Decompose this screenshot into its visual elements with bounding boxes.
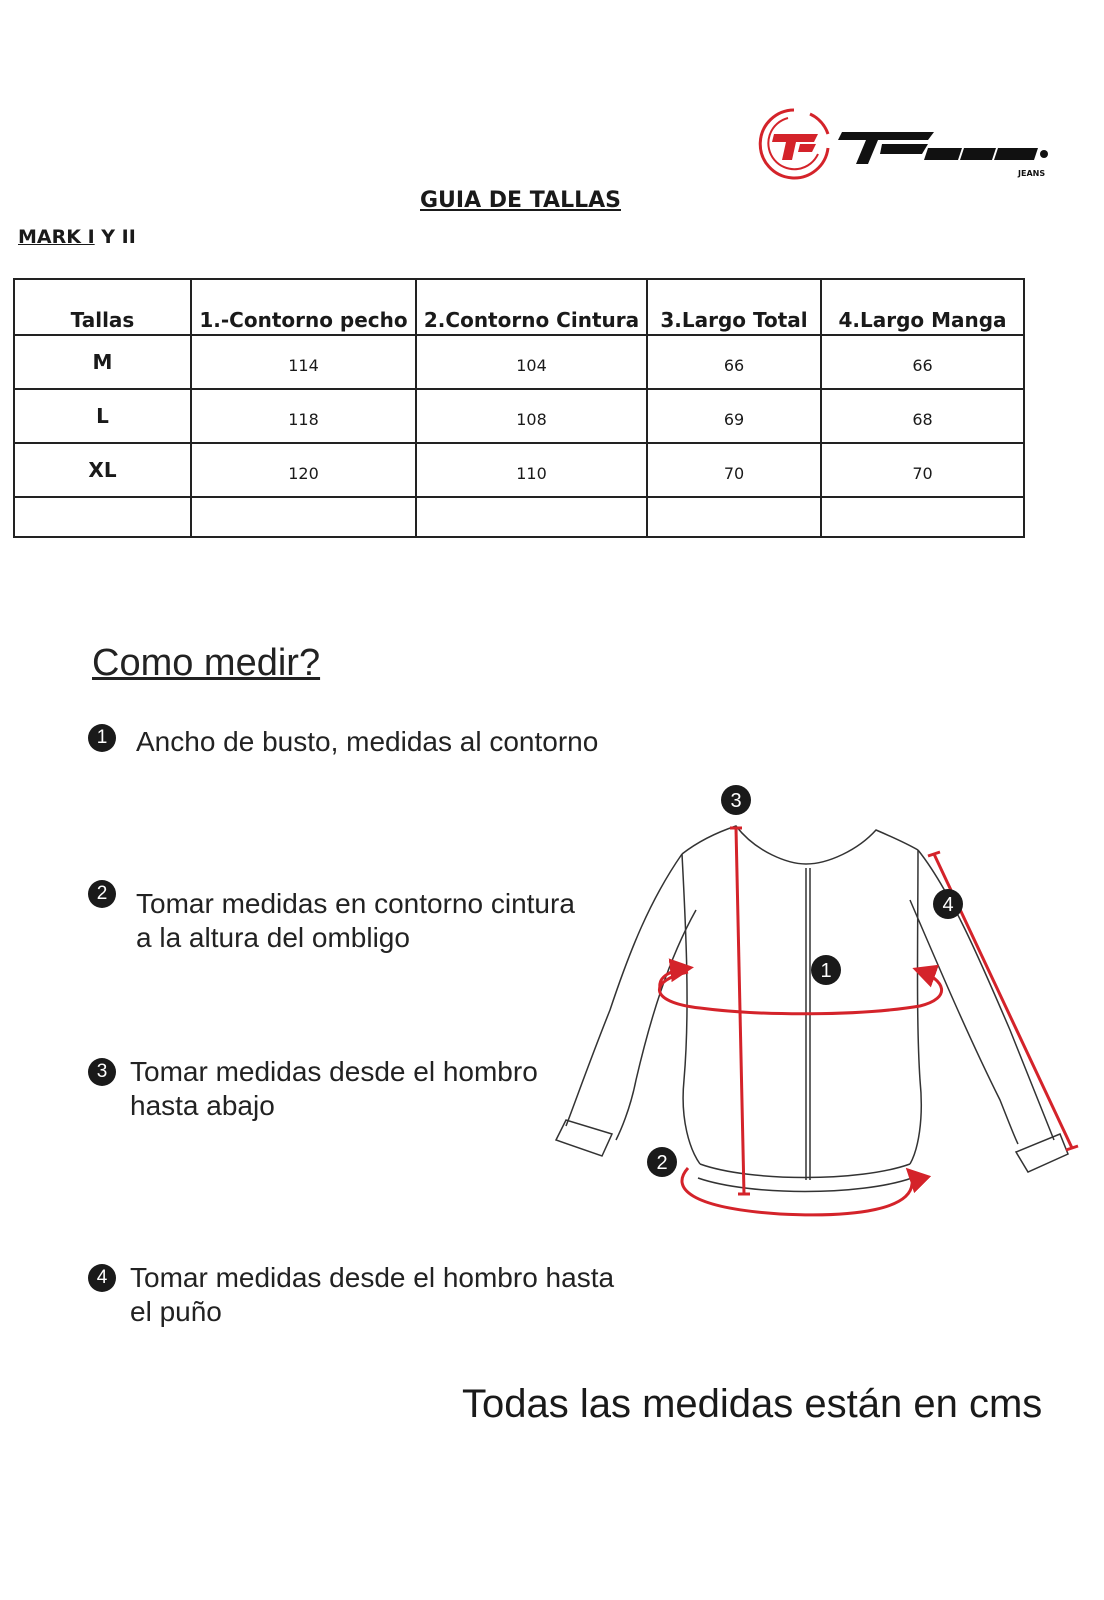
marker-3-icon [721,785,751,815]
empty-cell [647,497,821,537]
empty-cell [191,497,416,537]
step-line: a la altura del ombligo [136,922,410,953]
step-number-badge: 1 [88,724,116,752]
logo-wordmark-icon [838,132,1048,164]
step-text [130,1055,538,1123]
empty-cell [416,497,647,537]
value-cell: 69 [647,389,821,443]
marker-label: 1 [820,960,832,982]
value-cell: 68 [821,389,1024,443]
chest-measure-arrow [660,968,688,988]
header-cell: 4.Largo Manga [821,279,1024,335]
measure-lines [659,828,1078,1215]
model-suffix: Y II [94,226,136,248]
step-text [136,725,598,759]
value-cell: 66 [647,335,821,389]
jacket-outline-icon [556,826,1068,1192]
howto-heading: Como medir? [92,642,321,684]
jacket-diagram [540,780,1090,1230]
step-text [136,887,575,955]
model-prefix: MARK I [18,226,95,248]
value-cell: 114 [191,335,416,389]
step-line: Tomar medidas en contorno cintura [136,888,575,919]
value-cell: 70 [647,443,821,497]
table-row [14,443,1024,497]
step-number-badge: 4 [88,1264,116,1292]
size-cell: XL [14,443,191,497]
marker-label: 3 [730,790,742,812]
table-header-row [14,279,1024,335]
value-cell: 70 [821,443,1024,497]
value-cell: 66 [821,335,1024,389]
table-row [14,335,1024,389]
logo-sub-text: JEANS [1018,169,1046,178]
step-text [130,1261,614,1329]
empty-cell [821,497,1024,537]
chest-measure-line [659,970,941,1014]
marker-4-icon [933,889,963,919]
empty-cell [14,497,191,537]
value-cell: 108 [416,389,647,443]
marker-label: 2 [656,1152,668,1174]
size-table [13,278,1025,538]
units-note: Todas las medidas están en cms [462,1382,1043,1426]
model-label [18,226,136,248]
header-cell: 2.Contorno Cintura [416,279,647,335]
size-cell: L [14,389,191,443]
marker-2-icon [647,1147,677,1177]
logo-emblem-icon [760,110,828,178]
marker-label: 4 [942,894,954,916]
step-line: Tomar medidas desde el hombro hasta [130,1262,615,1293]
step-line: Ancho de busto, medidas al contorno [136,726,599,757]
header-cell: 3.Largo Total [647,279,821,335]
table-row [14,389,1024,443]
table-row-empty [14,497,1024,537]
marker-1-icon [811,955,841,985]
value-cell: 118 [191,389,416,443]
value-cell: 120 [191,443,416,497]
step-line: Tomar medidas desde el hombro [130,1056,538,1087]
step-line: hasta abajo [130,1090,275,1121]
page-title: GUIA DE TALLAS [420,188,621,213]
value-cell: 110 [416,443,647,497]
size-cell: M [14,335,191,389]
brand-logo [752,104,1064,188]
header-cell: 1.-Contorno pecho [191,279,416,335]
step-number-badge: 3 [88,1058,116,1086]
value-cell: 104 [416,335,647,389]
header-cell: Tallas [14,279,191,335]
step-line: el puño [130,1296,222,1327]
step-number-badge: 2 [88,880,116,908]
